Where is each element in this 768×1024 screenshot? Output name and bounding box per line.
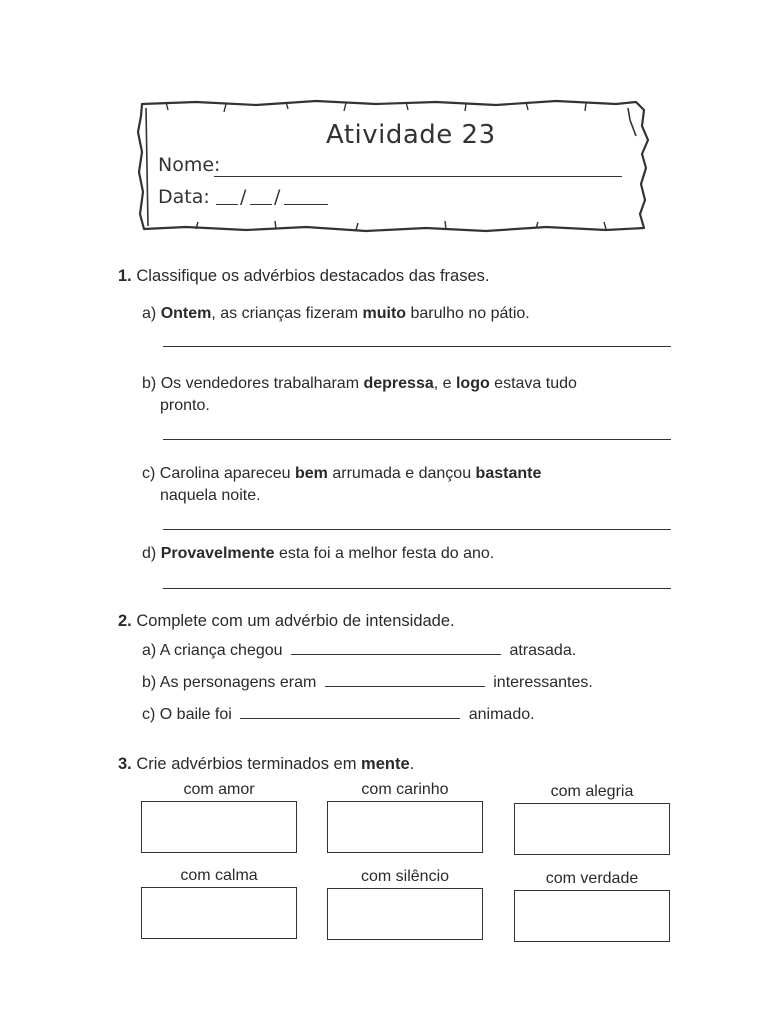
sentence-text: animado.: [468, 706, 535, 723]
item-letter: b): [142, 375, 157, 392]
question-text: Classifique os advérbios destacados das frases.: [136, 267, 490, 285]
sentence-text: A criança chegou: [159, 642, 283, 659]
box-label: com amor: [183, 781, 255, 798]
date-slash: /: [274, 186, 281, 208]
sentence-text: pronto.: [160, 397, 210, 414]
answer-box-com-carinho[interactable]: [327, 801, 483, 853]
question-1a: [142, 303, 642, 325]
question-number: 1.: [118, 267, 132, 285]
item-letter: a): [142, 305, 157, 322]
item-letter: d): [142, 545, 157, 562]
highlighted-adverb: Ontem: [160, 305, 212, 322]
item-letter: b): [142, 674, 157, 691]
answer-box-com-alegria[interactable]: [514, 803, 670, 855]
header-box: [136, 96, 656, 238]
sentence-text: estava tudo: [489, 375, 577, 392]
fill-blank-2c[interactable]: [240, 704, 460, 719]
name-label: Nome:: [158, 154, 221, 176]
question-number: 2.: [118, 612, 132, 630]
sentence-text: arrumada e dançou: [327, 465, 476, 482]
question-1d: [142, 543, 642, 565]
sentence-text: O baile foi: [159, 706, 232, 723]
box-label: com calma: [180, 867, 258, 884]
question-3-title: [118, 755, 414, 774]
answer-box-com-amor[interactable]: [141, 801, 297, 853]
answer-line-1b[interactable]: [163, 439, 671, 440]
sentence-text: Os vendedores trabalharam: [160, 375, 364, 392]
question-text: .: [409, 755, 415, 773]
question-text-bold: mente: [361, 755, 410, 773]
answer-line-1d[interactable]: [163, 588, 671, 589]
highlighted-adverb: bastante: [475, 465, 542, 482]
box-label: com alegria: [550, 783, 634, 800]
item-letter: c): [142, 465, 156, 482]
box-label: com silêncio: [360, 868, 450, 885]
question-2b: [142, 672, 642, 694]
answer-box-com-verdade[interactable]: [514, 890, 670, 942]
sentence-text: As personagens eram: [159, 674, 317, 691]
box-label: com carinho: [361, 781, 449, 798]
highlighted-adverb: depressa: [363, 375, 434, 392]
sentence-text: , e: [433, 375, 456, 392]
question-1-title: [118, 267, 489, 286]
question-2a: [142, 640, 642, 662]
answer-box-com-calma[interactable]: [141, 887, 297, 939]
fill-blank-2a[interactable]: [291, 640, 501, 655]
date-day-field[interactable]: [216, 204, 238, 205]
date-year-field[interactable]: [284, 204, 328, 205]
sentence-text: interessantes.: [493, 674, 593, 691]
sentence-text: esta foi a melhor festa do ano.: [274, 545, 495, 562]
question-2-title: [118, 612, 455, 631]
date-slash: /: [240, 186, 247, 208]
fill-blank-2b[interactable]: [325, 672, 485, 687]
sentence-text: , as crianças fizeram: [211, 305, 363, 322]
box-label: com verdade: [545, 870, 639, 887]
sentence-text: naquela noite.: [160, 487, 261, 504]
item-letter: a): [142, 642, 157, 659]
sentence-text: Carolina apareceu: [159, 465, 295, 482]
answer-line-1c[interactable]: [163, 529, 671, 530]
date-month-field[interactable]: [250, 204, 272, 205]
question-1c: [142, 463, 642, 507]
highlighted-adverb: Provavelmente: [160, 545, 275, 562]
highlighted-adverb: muito: [362, 305, 407, 322]
activity-title: Atividade 23: [326, 120, 496, 150]
question-2c: [142, 704, 642, 726]
question-1b: [142, 373, 642, 417]
sentence-text: barulho no pátio.: [406, 305, 530, 322]
sentence-text: atrasada.: [509, 642, 577, 659]
answer-box-com-silencio[interactable]: [327, 888, 483, 940]
question-text: Complete com um advérbio de intensidade.: [136, 612, 455, 630]
answer-line-1a[interactable]: [163, 346, 671, 347]
highlighted-adverb: logo: [455, 375, 490, 392]
question-text: Crie advérbios terminados em: [136, 755, 362, 773]
date-label: Data:: [158, 186, 210, 208]
question-number: 3.: [118, 755, 132, 773]
highlighted-adverb: bem: [294, 465, 328, 482]
item-letter: c): [142, 706, 156, 723]
name-field[interactable]: [214, 176, 622, 177]
